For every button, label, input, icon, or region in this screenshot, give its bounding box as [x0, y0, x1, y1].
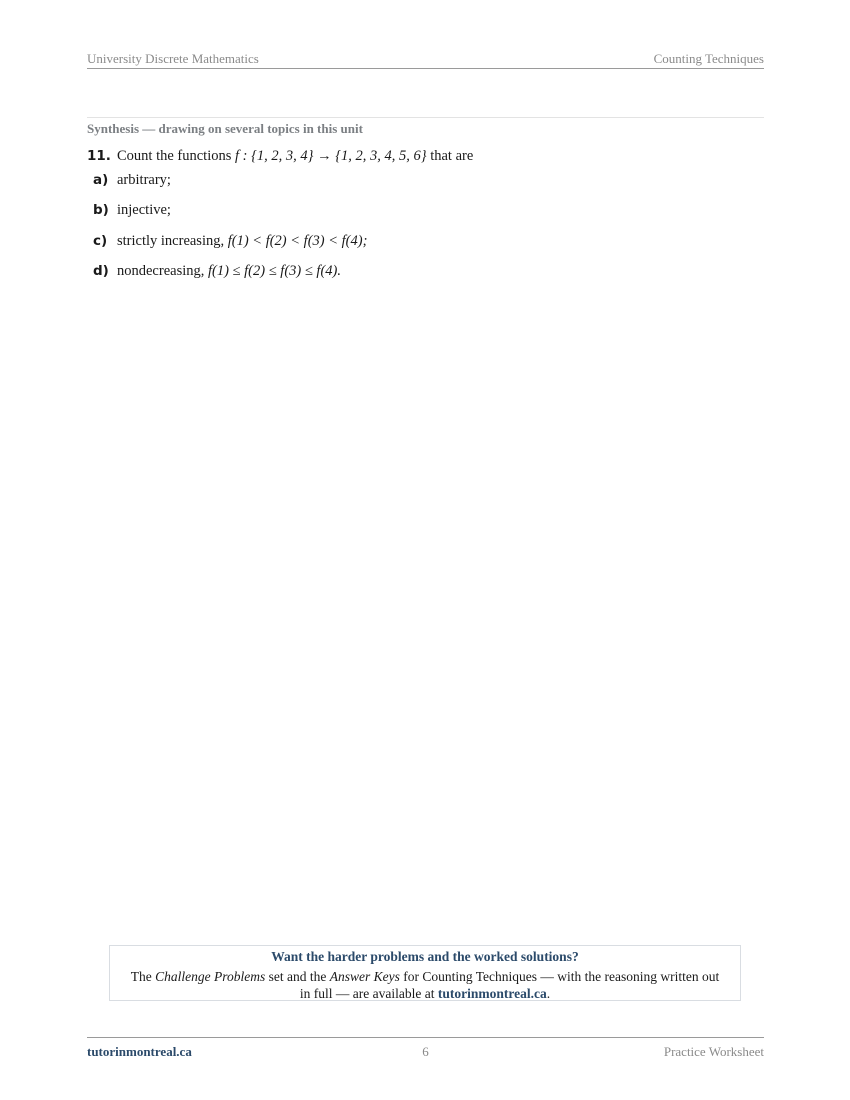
- problem-text-prefix: Count the functions: [117, 148, 236, 164]
- part-text: [117, 202, 171, 219]
- part-label: d): [93, 263, 109, 279]
- footer-site-link[interactable]: tutorinmontreal.ca: [87, 1044, 192, 1059]
- problem-text-suffix: that are: [426, 148, 474, 164]
- part-d-math: f(1) ≤ f(2) ≤ f(3) ≤ f(4).: [208, 263, 341, 279]
- part-label: a): [93, 172, 109, 188]
- part-text: [117, 263, 341, 280]
- part-a-text: arbitrary;: [117, 172, 171, 188]
- part-text: [117, 233, 367, 250]
- problem-number: 11.: [87, 148, 111, 164]
- chapter-title: Counting Techniques: [653, 51, 764, 66]
- part-d-text: nondecreasing,: [117, 263, 208, 279]
- promo-emphasis: Answer Keys: [329, 969, 400, 984]
- promo-emphasis: Challenge Problems: [155, 969, 266, 984]
- promo-body: [130, 968, 720, 1002]
- section-title: Synthesis — drawing on several topics in this unit: [87, 121, 363, 136]
- problem-text: [117, 148, 473, 165]
- running-header: [87, 50, 764, 69]
- promo-text: for Counting Techniques — with the reasoning written out in full — are available at: [299, 969, 720, 1001]
- page-number: 6: [422, 1044, 429, 1059]
- part-c-text: strictly increasing,: [117, 233, 228, 249]
- part-c-math: f(1) < f(2) < f(3) < f(4);: [227, 233, 368, 249]
- promo-site-link[interactable]: tutorinmontreal.ca: [437, 986, 547, 1001]
- part-label: b): [93, 202, 109, 218]
- section-divider: [87, 117, 764, 118]
- running-footer: [87, 1037, 764, 1058]
- promo-text: set and the: [265, 969, 330, 984]
- promo-text: .: [546, 986, 551, 1001]
- part-text: [117, 172, 171, 189]
- promo-title: Want the harder problems and the worked solutions?: [271, 949, 579, 964]
- part-b-text: injective;: [117, 202, 171, 218]
- problem-math: f : {1, 2, 3, 4} → {1, 2, 3, 4, 5, 6}: [235, 148, 427, 164]
- document-type: Practice Worksheet: [663, 1044, 764, 1059]
- promo-box: [109, 945, 741, 1001]
- problem-11: [87, 148, 764, 170]
- promo-text: The: [130, 969, 156, 984]
- problem-statement: [87, 148, 764, 170]
- part-label: c): [93, 233, 108, 249]
- course-title: University Discrete Mathematics: [87, 51, 259, 66]
